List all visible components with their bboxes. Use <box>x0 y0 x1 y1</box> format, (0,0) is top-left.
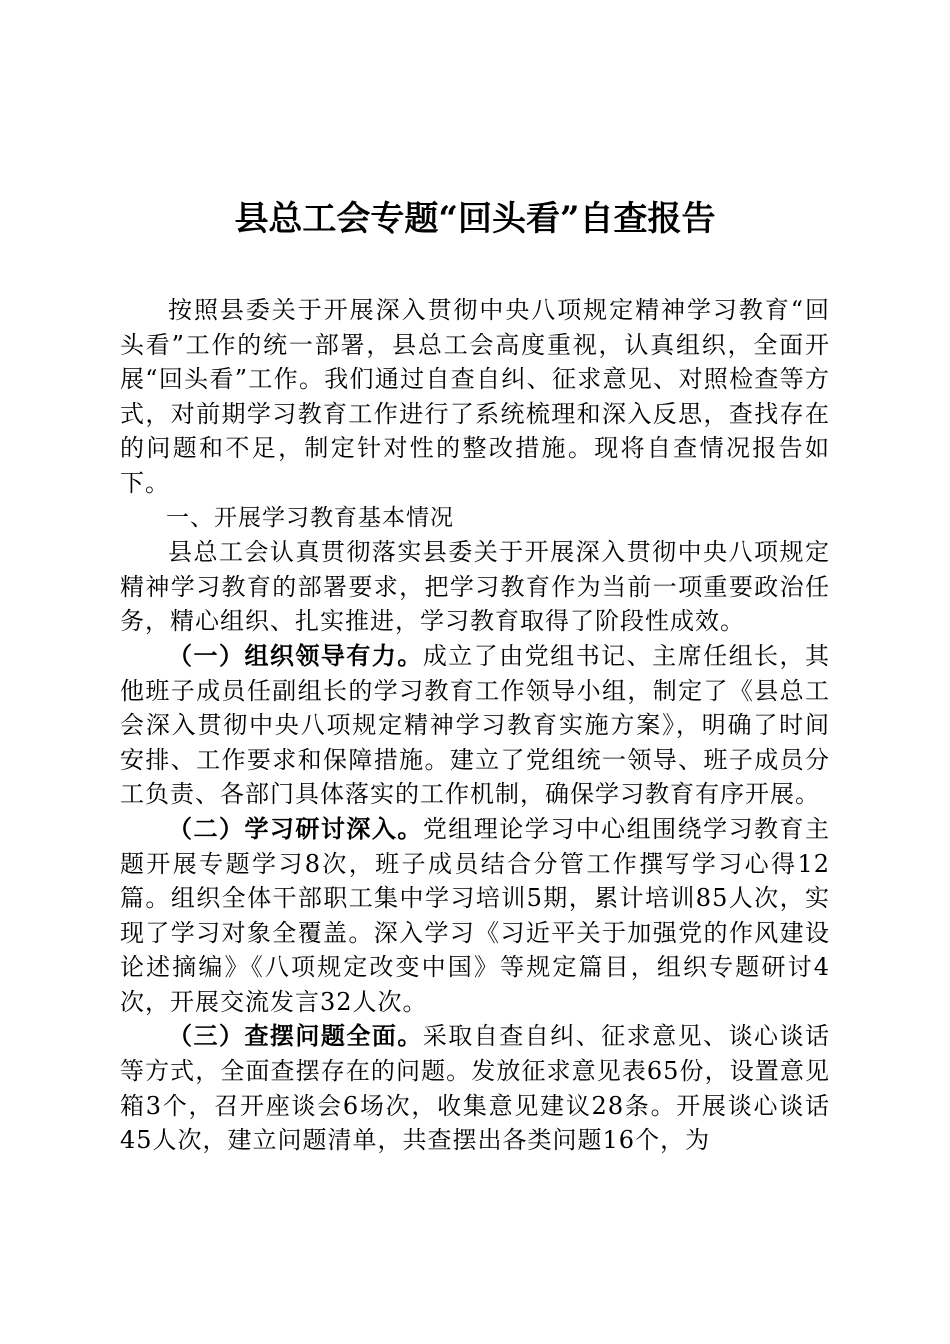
item-text-study: 党组理论学习中心组围绕学习教育主题开展专题学习8次，班子成员结合分管工作撰写学习心得12篇。组织全体干部职工集中学习培训5期，累计培训85人次，实现了学习对象全覆盖。深入学习《习近平关于加强党的作风建设论述摘编》《八项规定改变中国》等规定篇目，组织专题研讨4次，开展交流发言32人次。 <box>120 814 831 1016</box>
item-text-organization: 成立了由党组书记、主席任组长，其他班子成员任副组长的学习教育工作领导小组，制定了《县总工会深入贯彻中央八项规定精神学习教育实施方案》，明确了时间安排、工作要求和保障措施。建立了党组统一领导、班子成员分工负责、各部门具体落实的工作机制，确保学习教育有序开展。 <box>120 641 831 809</box>
item-paragraph-study <box>120 812 830 1020</box>
item-title-study: （二）学习研讨深入。 <box>168 813 423 843</box>
item-title-problems: （三）查摆问题全面。 <box>168 1021 423 1051</box>
section-heading: 一、开展学习教育基本情况 <box>166 504 454 531</box>
section-summary-paragraph: 县总工会认真贯彻落实县委关于开展深入贯彻中央八项规定精神学习教育的部署要求，把学习教育作为当前一项重要政治任务，精心组织、扎实推进，学习教育取得了阶段性成效。 <box>120 538 830 636</box>
intro-paragraph: 按照县委关于开展深入贯彻中央八项规定精神学习教育“回头看”工作的统一部署，县总工会高度重视，认真组织，全面开展“回头看”工作。我们通过自查自纠、征求意见、对照检查等方式，对前期学习教育工作进行了系统梳理和深入反思，查找存在的问题和不足，制定针对性的整改措施。现将自查情况报告如下。 <box>120 296 830 497</box>
document-body <box>120 293 830 1158</box>
item-text-problems: 采取自查自纠、征求意见、谈心谈话等方式，全面查摆存在的问题。发放征求意见表65份，设置意见箱3个，召开座谈会6场次，收集意见建议28条。开展谈心谈话45人次，建立问题清单，共查摆出各类问题16个，为 <box>120 1022 831 1155</box>
item-paragraph-problems <box>120 1019 830 1157</box>
item-title-organization: （一）组织领导有力。 <box>168 640 423 670</box>
item-paragraph-organization <box>120 639 830 812</box>
document-title: 县总工会专题“回头看”自查报告 <box>234 199 716 239</box>
